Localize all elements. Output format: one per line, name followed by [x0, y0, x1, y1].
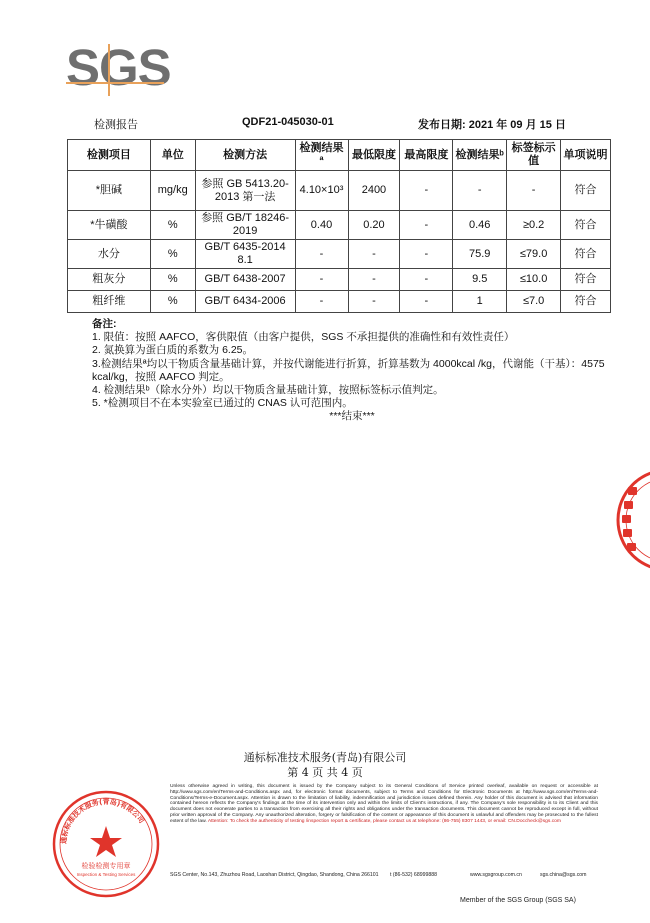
- table-row: [68, 171, 611, 211]
- table-cell: -: [295, 240, 348, 269]
- table-cell: ≤79.0: [507, 240, 561, 269]
- sgs-logo-text: SGS: [66, 39, 171, 96]
- website: www.sgsgroup.com.cn: [470, 872, 522, 878]
- table-cell: -: [400, 291, 453, 313]
- header-cell: 检测方法: [195, 140, 295, 171]
- table-cell: 符合: [561, 171, 611, 211]
- table-cell: ≥0.2: [507, 211, 561, 240]
- table-cell: ≤7.0: [507, 291, 561, 313]
- member-line: Member of the SGS Group (SGS SA): [460, 897, 576, 904]
- table-row: [68, 240, 611, 269]
- authenticity-notice: Attention: To check the authenticity of testing /inspection report & certificate, please contact us at telephone: (86-755) 8307 1443, or email: CN.Doccheck@sgs.com: [207, 818, 561, 824]
- table-cell: -: [348, 269, 400, 291]
- table-row: [68, 211, 611, 240]
- stamp-center-text: 检验检测专用章: [81, 862, 131, 870]
- table-cell: 粗纤维: [68, 291, 151, 313]
- header-cell: 标签标示值: [507, 140, 561, 171]
- table-cell: 9.5: [453, 269, 507, 291]
- table-row: [68, 291, 611, 313]
- table-cell: -: [400, 240, 453, 269]
- table-cell: %: [150, 211, 195, 240]
- table-cell: 参照 GB 5413.20-2013 第一法: [195, 171, 295, 211]
- notes-section: [92, 318, 612, 424]
- table-cell: %: [150, 269, 195, 291]
- notes-title: 备注:: [92, 318, 117, 330]
- table-cell: 粗灰分: [68, 269, 151, 291]
- email: sgs.china@sgs.com: [540, 872, 587, 878]
- note-item: 4. 检测结果ᵇ（除水分外）均以干物质含量基础计算，按照标签标示值判定。: [92, 384, 444, 397]
- inspection-stamp: [50, 788, 162, 900]
- table-cell: -: [453, 171, 507, 211]
- header-cell: 单项说明: [561, 140, 611, 171]
- footer-company: 通标标准技术服务(青岛)有限公司: [243, 751, 407, 764]
- table-cell: 参照 GB/T 18246-2019: [195, 211, 295, 240]
- table-cell: 4.10×10³: [295, 171, 348, 211]
- header-cell: 检测结果ᵇ: [453, 140, 507, 171]
- table-cell: ≤10.0: [507, 269, 561, 291]
- note-item: 3.检测结果ª均以干物质含量基础计算，并按代谢能进行折算，折算基数为 4000kcal /kg，代谢能（干基）：4575 kcal/kg，按照 AAFCO 判定。: [92, 357, 605, 383]
- issue-date: 发布日期: 2021 年 09 月 15 日: [418, 119, 566, 131]
- note-item: 1. 限值：按照 AAFCO，客供限值（由客户提供，SGS 不承担提供的准确性和有效性责任）: [92, 331, 515, 344]
- header-cell: 检测结果ª: [295, 140, 348, 171]
- table-cell: -: [400, 269, 453, 291]
- table-cell: -: [295, 291, 348, 313]
- report-number: QDF21-045030-01: [242, 116, 334, 128]
- table-cell: 0.46: [453, 211, 507, 240]
- table-cell: -: [295, 269, 348, 291]
- legal-disclaimer: [170, 784, 598, 825]
- table-cell: 符合: [561, 269, 611, 291]
- table-cell: *牛磺酸: [68, 211, 151, 240]
- table-cell: 符合: [561, 240, 611, 269]
- company-seal-partial: [610, 465, 650, 575]
- sgs-logo: [66, 39, 171, 96]
- phone: t (86-532) 68999888: [390, 872, 438, 878]
- table-cell: GB/T 6435-2014 8.1: [195, 240, 295, 269]
- table-cell: 符合: [561, 211, 611, 240]
- table-cell: %: [150, 240, 195, 269]
- table-cell: GB/T 6434-2006: [195, 291, 295, 313]
- stamp-ring-text: 通标标准技术服务(青岛)有限公司: [59, 797, 146, 845]
- logo-vertical-line: [108, 44, 110, 96]
- legal-text: Unless otherwise agreed in writing, this document is issued by the Company subject to its General Conditions of Service printed overleaf, available on request or accessible at http://www.sgs.com/en/Terms-and-Conditions.aspx and, for electronic format documents, subject to Terms and Conditions for Electronic Documents at http://www.sgs.com/en/Terms-and-Conditions/Terms-e-Document.aspx. Attention is drawn to the limitation of liability, indemnification and jurisdiction issues defined therein. Any holder of this document is advised that information contained hereon reflects the Company's findings at the time of its intervention only and within the limits of Client's instructions, if any. The Company's sole responsibility is to its Client and this document does not exonerate parties to a transaction from exercising all their rights and obligations under the transaction documents. This document cannot be reproduced except in full, without prior written approval of the Company. Any unauthorized alteration, forgery or falsification of the content or appearance of this document is unlawful and offenders may be prosecuted to the fullest extent of the law.: [170, 784, 598, 824]
- table-cell: -: [400, 211, 453, 240]
- results-table: [67, 139, 611, 313]
- note-item: 5. *检测项目不在本实验室已通过的 CNAS 认可范围内。: [92, 397, 353, 410]
- header-cell: 检测项目: [68, 140, 151, 171]
- address: SGS Center, No.143, Zhuzhou Road, Laoshan District, Qingdao, Shandong, China 266101: [170, 872, 379, 878]
- header-cell: 最低限度: [348, 140, 400, 171]
- table-cell: GB/T 6438-2007: [195, 269, 295, 291]
- table-row: [68, 269, 611, 291]
- table-cell: 符合: [561, 291, 611, 313]
- table-cell: *胆碱: [68, 171, 151, 211]
- table-cell: %: [150, 291, 195, 313]
- table-cell: -: [348, 291, 400, 313]
- table-cell: 0.40: [295, 211, 348, 240]
- table-cell: 2400: [348, 171, 400, 211]
- header-cell: 最高限度: [400, 140, 453, 171]
- page-number: 第 4 页 共 4 页: [287, 766, 363, 779]
- end-marker: ***结束***: [329, 410, 375, 423]
- header-cell: 单位: [150, 140, 195, 171]
- stamp-english-text: Inspection & Testing Services: [76, 872, 136, 877]
- table-cell: 水分: [68, 240, 151, 269]
- table-cell: mg/kg: [150, 171, 195, 211]
- report-label: 检测报告: [94, 119, 138, 131]
- note-item: 2. 氮换算为蛋白质的系数为 6.25。: [92, 344, 254, 357]
- table-cell: -: [348, 240, 400, 269]
- logo-horizontal-line: [66, 82, 164, 84]
- star-icon: [90, 826, 122, 857]
- table-cell: -: [400, 171, 453, 211]
- table-cell: 1: [453, 291, 507, 313]
- table-cell: 0.20: [348, 211, 400, 240]
- table-cell: -: [507, 171, 561, 211]
- table-header-row: [68, 140, 611, 171]
- table-cell: 75.9: [453, 240, 507, 269]
